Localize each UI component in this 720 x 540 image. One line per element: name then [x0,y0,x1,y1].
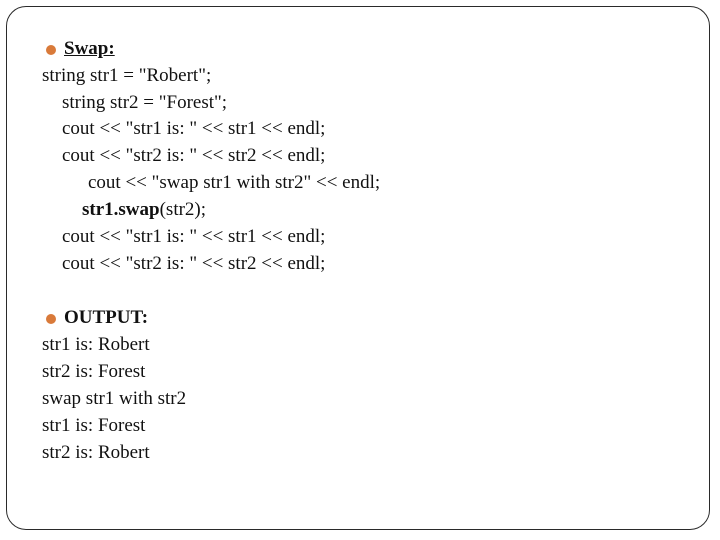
code-line: cout << "str2 is: " << str2 << endl; [62,253,326,274]
output-line: str1 is: Forest [42,415,146,436]
output-line: str1 is: Robert [42,334,150,355]
code-line: cout << "str1 is: " << str1 << endl; [62,118,326,139]
output-line: str2 is: Forest [42,361,146,382]
swap-args: (str2); [159,199,207,220]
section-title-output: OUTPUT: [64,307,149,328]
code-line: string str1 = "Robert"; [42,65,212,86]
output-line: str2 is: Robert [42,442,150,463]
code-line: string str2 = "Forest"; [62,92,228,113]
code-line: cout << "str1 is: " << str1 << endl; [62,226,326,247]
bullet-icon [46,314,56,324]
swap-dot: . [113,199,119,220]
swap-object: str1 [82,199,114,220]
output-line: swap str1 with str2 [42,388,187,409]
code-line-swap-call [82,199,206,221]
bullet-icon [46,45,56,55]
section-title-swap: Swap: [64,38,115,59]
swap-method: swap [118,199,160,220]
code-line: cout << "str2 is: " << str2 << endl; [62,145,326,166]
code-line: cout << "swap str1 with str2" << endl; [88,172,381,193]
